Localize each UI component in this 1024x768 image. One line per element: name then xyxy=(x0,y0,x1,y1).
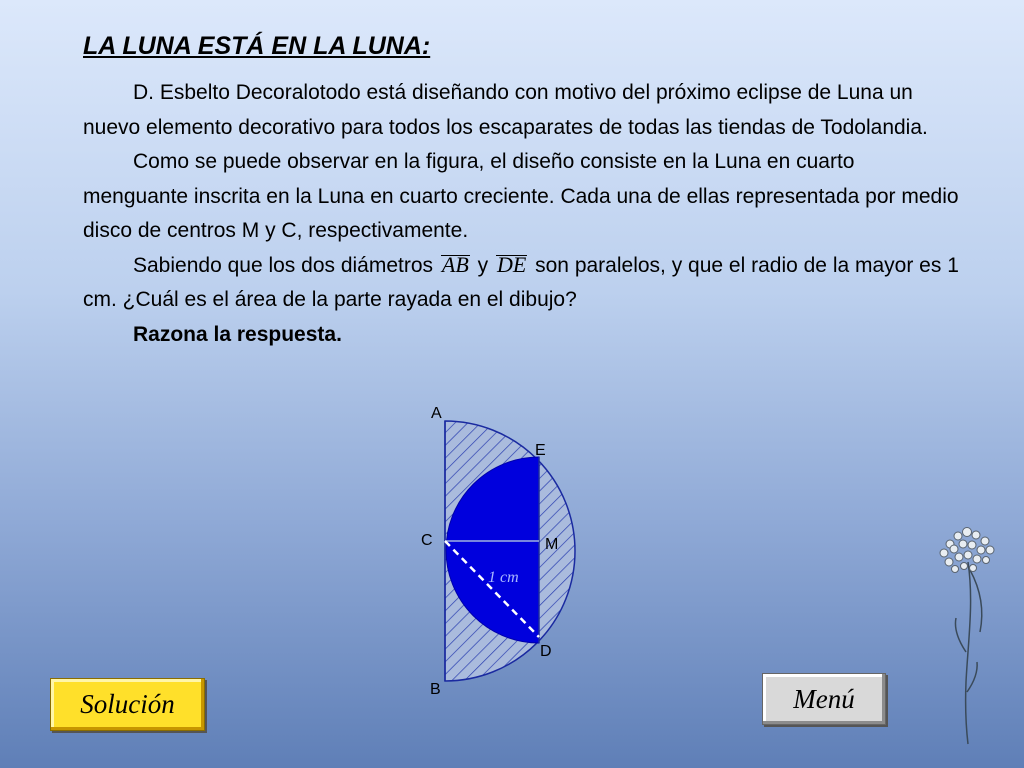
reason-prompt: Razona la respuesta. xyxy=(133,322,342,346)
flower-icon xyxy=(930,522,1005,747)
label-b: B xyxy=(430,681,441,698)
segment-ab: AB xyxy=(439,254,472,276)
paragraph-1 xyxy=(83,76,963,145)
label-e: E xyxy=(535,442,546,459)
segment-de: DE xyxy=(494,254,529,276)
paragraph-3 xyxy=(83,249,963,318)
moon-diagram xyxy=(405,396,605,706)
paragraph-3-end: son paralelos, y que el radio de la mayor es 1 cm. ¿Cuál es el área de la parte rayada en el dibujo? xyxy=(83,253,959,311)
problem-statement xyxy=(83,76,963,352)
menu-button[interactable]: Menú xyxy=(762,673,886,725)
label-d: D xyxy=(540,643,552,660)
paragraph-2-text: Como se puede observar en la figura, el diseño consiste en la Luna en cuarto menguante inscrita en la Luna en cuarto creciente. Cada una de ellas representada por medio disco de centros M y C, respectivamente. xyxy=(83,150,959,242)
paragraph-2 xyxy=(83,145,963,249)
conjunction-y: y xyxy=(477,253,489,277)
label-m: M xyxy=(545,536,559,553)
label-c: C xyxy=(421,532,433,549)
label-a: A xyxy=(431,405,442,422)
solucion-button[interactable]: Solución xyxy=(50,678,205,731)
radius-label: 1 cm xyxy=(488,569,519,586)
paragraph-3-start: Sabiendo que los dos diámetros xyxy=(133,253,434,277)
slide-title: LA LUNA ESTÁ EN LA LUNA: xyxy=(83,32,431,60)
paragraph-4 xyxy=(83,318,963,353)
paragraph-1-text: D. Esbelto Decoralotodo está diseñando con motivo del próximo eclipse de Luna un nuevo elemento decorativo para todos los escaparates de todas las tiendas de Todolandia. xyxy=(83,81,928,139)
